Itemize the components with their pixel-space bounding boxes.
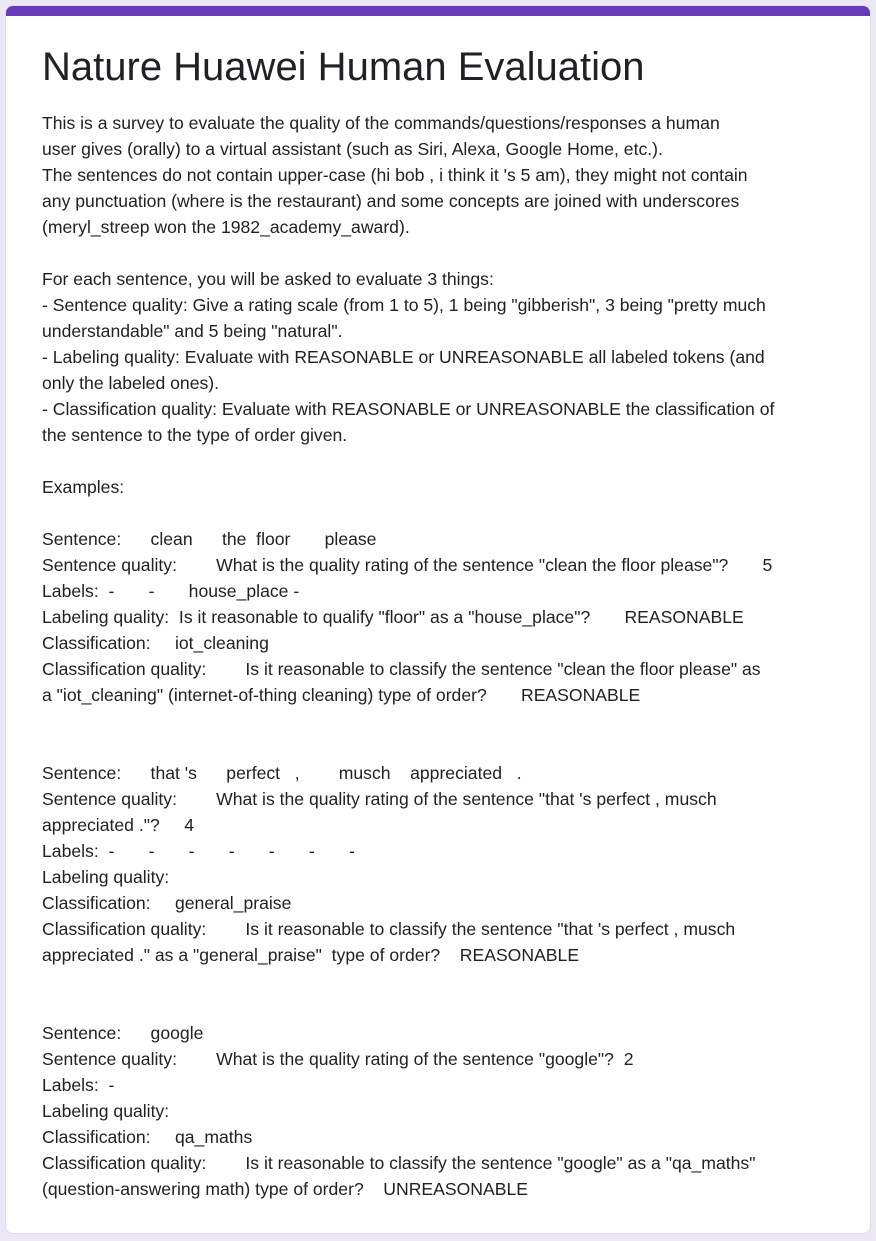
description-line: appreciated ." as a "general_praise" type of order? REASONABLE: [42, 945, 580, 965]
form-title: Nature Huawei Human Evaluation: [42, 45, 645, 89]
description-line: - Classification quality: Evaluate with REASONABLE or UNREASONABLE the classification of: [42, 399, 775, 419]
description-line: a "iot_cleaning" (internet-of-thing cleaning) type of order? REASONABLE: [42, 685, 641, 705]
description-line: Classification: general_praise: [42, 893, 292, 913]
form-header-card: [5, 5, 871, 1234]
description-line: The sentences do not contain upper-case (hi bob , i think it 's 5 am), they might not contain: [42, 165, 748, 185]
description-line: Sentence quality: What is the quality rating of the sentence "that 's perfect , musch: [42, 789, 717, 809]
description-line: any punctuation (where is the restaurant) and some concepts are joined with underscores: [42, 191, 740, 211]
description-line: Sentence quality: What is the quality rating of the sentence "google"? 2: [42, 1049, 634, 1069]
description-line: Sentence: google: [42, 1023, 204, 1043]
description-line: Classification quality: Is it reasonable to classify the sentence "google" as a "qa_maths": [42, 1153, 756, 1173]
description-line: This is a survey to evaluate the quality of the commands/questions/responses a human: [42, 113, 720, 133]
description-line: [42, 708, 854, 734]
description-line: Examples:: [42, 477, 125, 497]
description-line: Sentence quality: What is the quality rating of the sentence "clean the floor please"? 5: [42, 555, 773, 575]
description-line: user gives (orally) to a virtual assistant (such as Siri, Alexa, Google Home, etc.).: [42, 139, 663, 159]
description-line: Classification: iot_cleaning: [42, 633, 269, 653]
description-line: only the labeled ones).: [42, 373, 220, 393]
description-line: Classification quality: Is it reasonable to classify the sentence "clean the floor please" as: [42, 659, 761, 679]
description-line: Sentence: clean the floor please: [42, 529, 377, 549]
description-line: - Labeling quality: Evaluate with REASONABLE or UNREASONABLE all labeled tokens (and: [42, 347, 765, 367]
description-line: appreciated ."? 4: [42, 815, 194, 835]
description-line: [42, 968, 854, 994]
description-line: For each sentence, you will be asked to evaluate 3 things:: [42, 269, 494, 289]
description-line: [42, 500, 854, 526]
description-line: - Sentence quality: Give a rating scale (from 1 to 5), 1 being "gibberish", 3 being "pretty much: [42, 295, 766, 315]
description-line: Labeling quality: Is it reasonable to qualify "floor" as a "house_place"? REASONABLE: [42, 607, 744, 627]
description-line: understandable" and 5 being "natural".: [42, 321, 343, 341]
description-line: [42, 448, 854, 474]
description-line: [42, 240, 854, 266]
description-line: (question-answering math) type of order? UNREASONABLE: [42, 1179, 528, 1199]
description-line: Labels: -: [42, 1075, 115, 1095]
description-line: Labels: - - - - - - -: [42, 841, 355, 861]
description-line: Sentence: that 's perfect , musch appreciated .: [42, 763, 522, 783]
description-line: [42, 994, 854, 1020]
description-line: (meryl_streep won the 1982_academy_award).: [42, 217, 410, 237]
description-line: Classification quality: Is it reasonable to classify the sentence "that 's perfect , musch: [42, 919, 736, 939]
form-description: [42, 110, 854, 1202]
description-line: Labeling quality:: [42, 1101, 170, 1121]
accent-bar: [6, 6, 870, 16]
description-line: the sentence to the type of order given.: [42, 425, 348, 445]
description-line: [42, 734, 854, 760]
description-line: Classification: qa_maths: [42, 1127, 253, 1147]
description-line: Labels: - - house_place -: [42, 581, 300, 601]
description-line: Labeling quality:: [42, 867, 170, 887]
